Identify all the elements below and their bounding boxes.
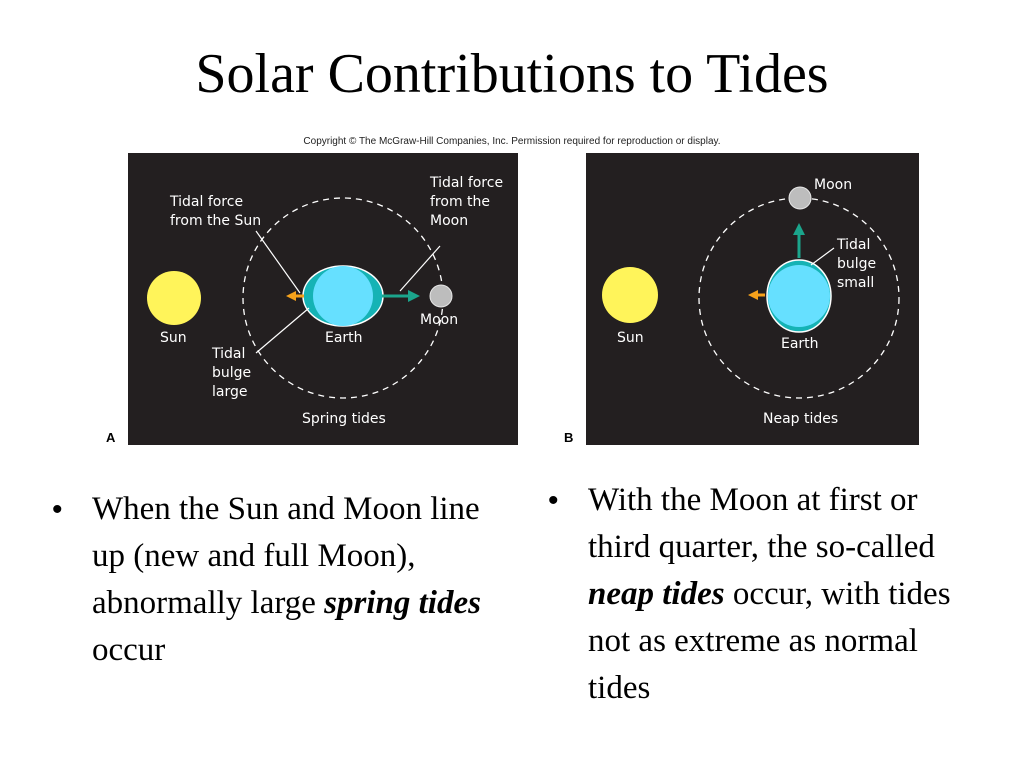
tidal-force-moon-label: Tidal force from the Moon — [430, 175, 504, 229]
bullet-marker: • — [52, 493, 63, 526]
spring-tides-term: spring tides — [324, 585, 481, 621]
panel-a-letter: A — [106, 430, 116, 445]
sun-force-arrowhead — [748, 290, 758, 300]
neap-tides-diagram — [586, 153, 919, 445]
tidal-bulge-label: Tidal bulge small — [837, 237, 877, 291]
moon-force-arrowhead — [408, 290, 420, 302]
bullet-text: With the Moon at first or third quarter, the so-called neap tides occur, with tides not as extreme as normal tides — [588, 482, 951, 706]
sun-label: Sun — [617, 330, 644, 346]
spring-tides-caption: Spring tides — [302, 411, 386, 427]
moon-label: Moon — [814, 177, 853, 193]
slide-title: Solar Contributions to Tides — [195, 43, 829, 105]
bullet-spring-tides — [52, 486, 502, 674]
earth-label: Earth — [325, 330, 363, 346]
sun-icon — [602, 267, 658, 323]
moon-label: Moon — [420, 312, 459, 328]
sun-label: Sun — [160, 330, 187, 346]
earth-icon — [768, 265, 830, 327]
neap-tides-caption: Neap tides — [763, 411, 839, 427]
moon-force-leader — [400, 246, 440, 291]
tidal-bulge-label: Tidal bulge large — [212, 346, 252, 400]
tidal-force-sun-label: Tidal force from the Sun — [170, 194, 262, 229]
neap-tides-illustration — [586, 153, 919, 445]
moon-icon — [430, 285, 452, 307]
bulge-leader — [811, 248, 834, 265]
copyright-notice: Copyright © The McGraw-Hill Companies, Inc. Permission required for reproduction or display. — [303, 136, 721, 147]
bullet-marker: • — [548, 484, 559, 517]
bullet-text: When the Sun and Moon line up (new and full Moon), abnormally large spring tides occur — [92, 491, 481, 668]
panel-b-letter: B — [564, 430, 574, 445]
earth-icon — [313, 266, 373, 326]
moon-force-arrowhead — [793, 223, 805, 235]
moon-icon — [789, 187, 811, 209]
earth-label: Earth — [781, 336, 819, 352]
bulge-leader — [256, 308, 309, 353]
sun-force-arrowhead — [286, 291, 296, 301]
sun-force-leader — [256, 231, 300, 293]
sun-icon — [147, 271, 201, 325]
neap-tides-term: neap tides — [588, 576, 725, 612]
bullet-neap-tides — [548, 477, 978, 712]
spring-tides-diagram — [128, 153, 518, 445]
